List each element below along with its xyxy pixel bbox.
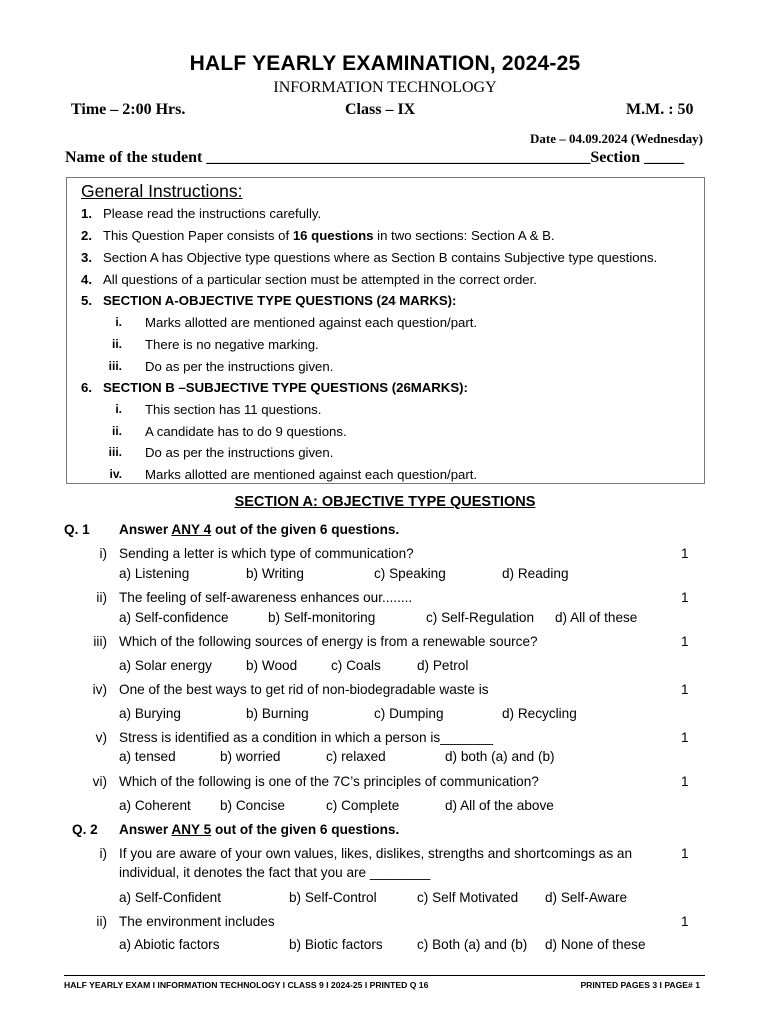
exam-time: Time – 2:00 Hrs. (71, 101, 186, 118)
part-number: i) (99, 546, 107, 561)
marks: 1 (681, 682, 689, 697)
marks: 1 (681, 774, 689, 789)
sub-instruction-text: A candidate has to do 9 questions. (145, 424, 347, 439)
option: c) Both (a) and (b) (417, 937, 528, 952)
sub-instruction-number: iii. (108, 359, 122, 373)
option: a) Self-confidence (119, 610, 229, 625)
exam-title: HALF YEARLY EXAMINATION, 2024-25 (189, 52, 581, 75)
option: d) Recycling (502, 706, 577, 721)
instruction-text: Section A has Objective type questions where as Section B contains Subjective type questions. (103, 250, 658, 265)
question-text: Which of the following is one of the 7C’s principles of communication? (119, 774, 539, 789)
sub-instruction-text: Marks allotted are mentioned against each question/part. (145, 467, 478, 482)
option: d) Reading (502, 566, 569, 581)
option: c) Dumping (374, 706, 444, 721)
instruction-text: SECTION B –SUBJECTIVE TYPE QUESTIONS (26MARKS): (103, 380, 468, 395)
option: b) Burning (246, 706, 309, 721)
option: c) Complete (326, 798, 400, 813)
option: a) Self-Confident (119, 890, 222, 905)
student-name-line: Name of the student ________________________________________________Section _____ (65, 149, 685, 166)
question-text: The environment includes (119, 914, 275, 929)
exam-class: Class – IX (345, 101, 416, 118)
sub-instruction-number: ii. (111, 424, 122, 438)
sub-instruction-number: i. (115, 315, 122, 329)
question-instruction: Answer ANY 4 out of the given 6 questions. (119, 522, 400, 537)
instruction-text: SECTION A-OBJECTIVE TYPE QUESTIONS (24 MARKS): (103, 293, 457, 308)
question-text: Which of the following sources of energy is from a renewable source? (119, 634, 538, 649)
sub-instruction-number: iv. (109, 467, 122, 481)
part-number: ii) (96, 914, 107, 929)
option: a) tensed (119, 749, 176, 764)
question-instruction: Answer ANY 5 out of the given 6 questions. (119, 822, 400, 837)
question-text: If you are aware of your own values, likes, dislikes, strengths and shortcomings as an (119, 846, 633, 861)
sub-instruction-number: iii. (108, 445, 122, 459)
option: b) Self-monitoring (268, 610, 376, 625)
option: d) None of these (545, 937, 646, 952)
question-label: Q. 1 (64, 522, 90, 537)
marks: 1 (681, 590, 689, 605)
option: a) Solar energy (119, 658, 212, 673)
option: c) Self Motivated (417, 890, 519, 905)
option: a) Listening (119, 566, 190, 581)
max-marks: M.M. : 50 (626, 101, 694, 118)
question-text: One of the best ways to get rid of non-biodegradable waste is (119, 682, 489, 697)
option: d) All of these (555, 610, 638, 625)
part-number: vi) (92, 774, 107, 789)
option: b) Wood (246, 658, 298, 673)
option: b) Writing (246, 566, 304, 581)
option: c) Coals (331, 658, 381, 673)
part-number: ii) (96, 590, 107, 605)
sub-instruction-number: ii. (111, 337, 122, 351)
marks: 1 (681, 546, 689, 561)
footer-right: PRINTED PAGES 3 I PAGE# 1 (580, 980, 700, 990)
marks: 1 (681, 634, 689, 649)
part-number: iii) (93, 634, 107, 649)
instruction-number: 6. (81, 380, 92, 395)
option: d) Petrol (417, 658, 469, 673)
option: b) Concise (220, 798, 285, 813)
option: c) Self-Regulation (426, 610, 535, 625)
instruction-number: 2. (81, 228, 92, 243)
part-number: v) (95, 730, 107, 745)
marks: 1 (681, 846, 689, 861)
option: b) worried (220, 749, 281, 764)
sub-instruction-text: Marks allotted are mentioned against each question/part. (145, 315, 478, 330)
option: b) Biotic factors (289, 937, 383, 952)
subject-title: INFORMATION TECHNOLOGY (273, 79, 497, 96)
option: d) Self-Aware (545, 890, 628, 905)
instruction-number: 5. (81, 293, 92, 308)
option: d) both (a) and (b) (445, 749, 555, 764)
sub-instruction-text: This section has 11 questions. (145, 402, 322, 417)
footer-divider (64, 975, 705, 976)
instruction-text: All questions of a particular section must be attempted in the correct order. (103, 272, 537, 287)
instruction-text: Please read the instructions carefully. (103, 206, 322, 221)
question-text: Sending a letter is which type of communication? (119, 546, 414, 561)
marks: 1 (681, 730, 689, 745)
section-a-heading: SECTION A: OBJECTIVE TYPE QUESTIONS (234, 494, 536, 510)
question-text: Stress is identified as a condition in which a person is_______ (119, 730, 494, 745)
part-number: i) (99, 846, 107, 861)
option: a) Burying (119, 706, 181, 721)
part-number: iv) (92, 682, 107, 697)
option: a) Abiotic factors (119, 937, 220, 952)
instruction-number: 4. (81, 272, 92, 287)
sub-instruction-text: Do as per the instructions given. (145, 359, 334, 374)
instruction-text: This Question Paper consists of 16 questions in two sections: Section A & B. (103, 228, 555, 243)
question-text-continued: individual, it denotes the fact that you are ________ (119, 865, 431, 880)
option: c) relaxed (326, 749, 386, 764)
instructions-heading: General Instructions: (81, 181, 243, 201)
footer-left: HALF YEARLY EXAM I INFORMATION TECHNOLOGY I CLASS 9 I 2024-25 I PRINTED Q 16 (64, 980, 429, 990)
option: c) Speaking (374, 566, 446, 581)
question-label: Q. 2 (72, 822, 98, 837)
sub-instruction-text: There is no negative marking. (145, 337, 319, 352)
marks: 1 (681, 914, 689, 929)
option: b) Self-Control (289, 890, 377, 905)
sub-instruction-text: Do as per the instructions given. (145, 445, 334, 460)
sub-instruction-number: i. (115, 402, 122, 416)
instruction-number: 3. (81, 250, 92, 265)
instruction-number: 1. (81, 206, 92, 221)
exam-date: Date – 04.09.2024 (Wednesday) (530, 131, 703, 146)
option: a) Coherent (119, 798, 191, 813)
option: d) All of the above (445, 798, 554, 813)
question-text: The feeling of self-awareness enhances our........ (119, 590, 413, 605)
